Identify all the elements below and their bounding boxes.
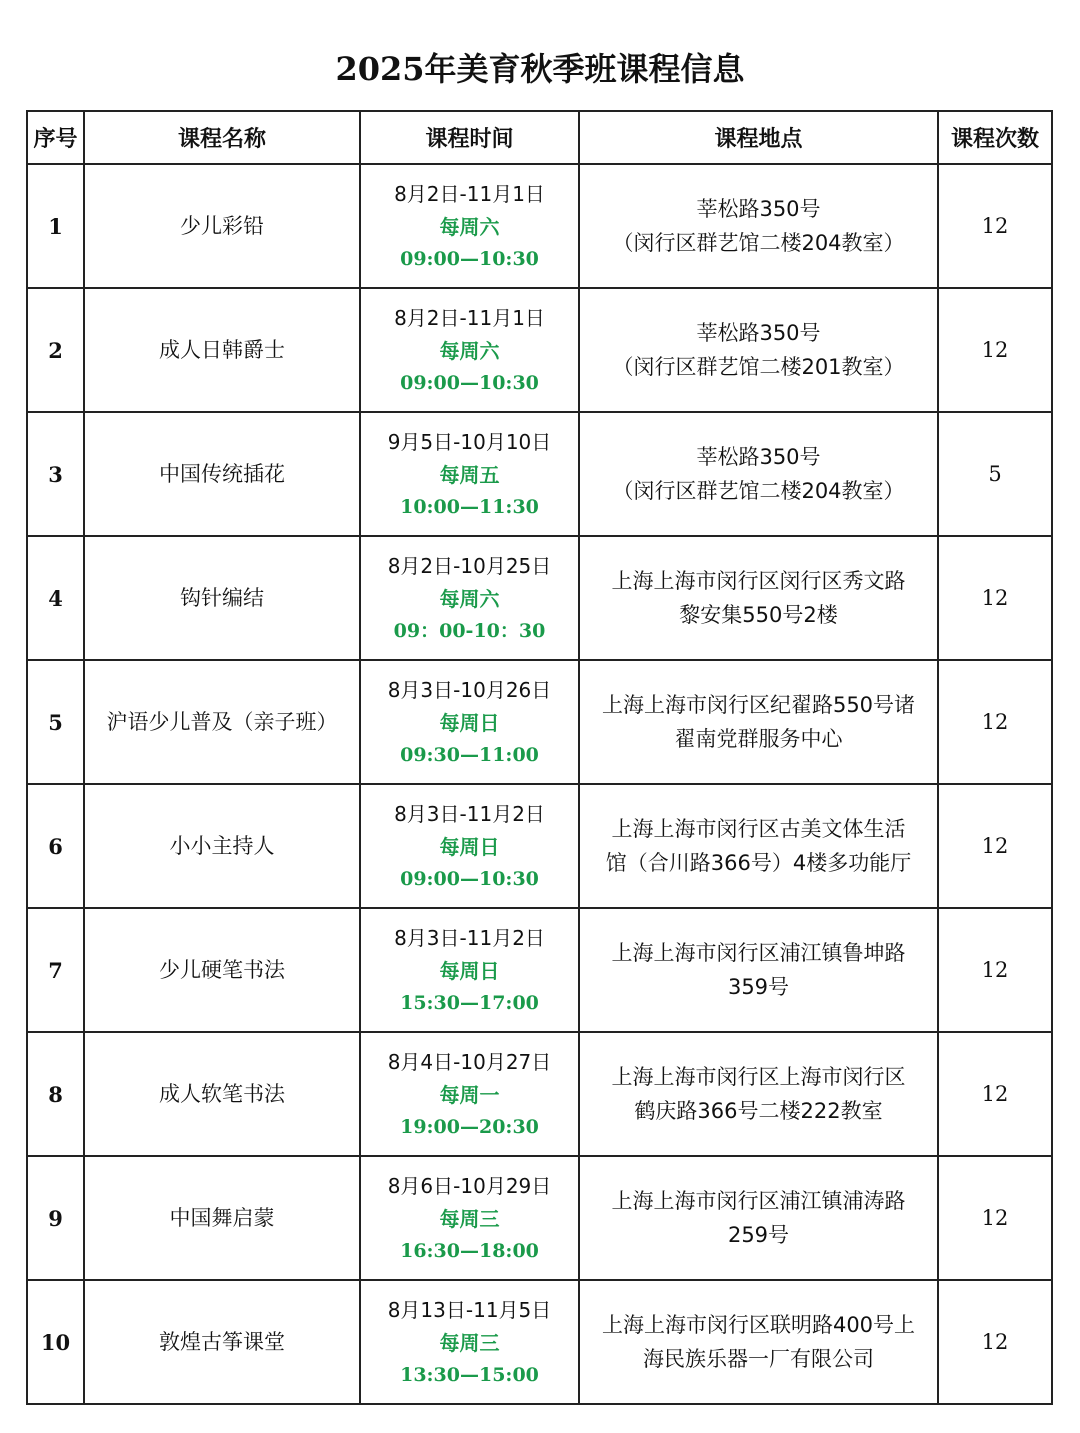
course-time-cell bbox=[360, 1156, 579, 1280]
row-number: 3 bbox=[27, 412, 84, 536]
course-date-range: 9月5日-10月10日 bbox=[387, 429, 552, 454]
location-line: 259号 bbox=[727, 1223, 790, 1247]
course-time-cell bbox=[360, 784, 579, 908]
course-location bbox=[579, 908, 938, 1032]
header-name: 课程名称 bbox=[84, 111, 360, 164]
course-hours: 10:00—11:30 bbox=[400, 495, 539, 518]
course-count: 12 bbox=[938, 784, 1052, 908]
table-row bbox=[27, 288, 1052, 412]
course-name: 少儿彩铅 bbox=[84, 164, 360, 288]
course-name: 钩针编结 bbox=[84, 536, 360, 660]
course-table bbox=[26, 110, 1053, 1405]
location-line: 上海上海市闵行区浦江镇鲁坤路 bbox=[611, 941, 906, 965]
row-number: 9 bbox=[27, 1156, 84, 1280]
course-name: 成人软笔书法 bbox=[84, 1032, 360, 1156]
course-date-range: 8月3日-11月2日 bbox=[394, 801, 545, 826]
course-date-range: 8月2日-11月1日 bbox=[394, 305, 545, 330]
course-hours: 09:00—10:30 bbox=[400, 867, 539, 890]
location-line: 上海上海市闵行区上海市闵行区 bbox=[611, 1065, 906, 1089]
course-hours: 16:30—18:00 bbox=[400, 1239, 539, 1262]
course-count: 12 bbox=[938, 288, 1052, 412]
course-location bbox=[579, 1032, 938, 1156]
course-name: 中国传统插花 bbox=[84, 412, 360, 536]
course-hours: 15:30—17:00 bbox=[400, 991, 539, 1014]
location-line: 黎安集550号2楼 bbox=[679, 603, 838, 627]
course-location bbox=[579, 288, 938, 412]
location-line: 上海上海市闵行区联明路400号上 bbox=[601, 1313, 916, 1337]
course-location bbox=[579, 1156, 938, 1280]
page-title: 2025年美育秋季班课程信息 bbox=[335, 50, 745, 88]
table-row bbox=[27, 1156, 1052, 1280]
header-count: 课程次数 bbox=[938, 111, 1052, 164]
course-date-range: 8月2日-10月25日 bbox=[387, 553, 552, 578]
course-name: 小小主持人 bbox=[84, 784, 360, 908]
course-hours: 09:00—10:30 bbox=[400, 371, 539, 394]
course-count: 12 bbox=[938, 1156, 1052, 1280]
course-location bbox=[579, 784, 938, 908]
course-count: 12 bbox=[938, 536, 1052, 660]
course-name: 中国舞启蒙 bbox=[84, 1156, 360, 1280]
course-time-cell bbox=[360, 412, 579, 536]
course-hours: 13:30—15:00 bbox=[400, 1363, 539, 1386]
row-number: 5 bbox=[27, 660, 84, 784]
header-time: 课程时间 bbox=[360, 111, 579, 164]
course-date-range: 8月3日-11月2日 bbox=[394, 925, 545, 950]
course-weekday: 每周三 bbox=[439, 1330, 500, 1355]
course-time-cell bbox=[360, 1280, 579, 1404]
course-location bbox=[579, 536, 938, 660]
table-row bbox=[27, 412, 1052, 536]
course-weekday: 每周一 bbox=[439, 1082, 500, 1107]
course-count: 12 bbox=[938, 908, 1052, 1032]
table-row bbox=[27, 660, 1052, 784]
course-count: 5 bbox=[938, 412, 1052, 536]
table-row bbox=[27, 784, 1052, 908]
course-hours: 09：00-10：30 bbox=[393, 619, 546, 642]
course-location bbox=[579, 1280, 938, 1404]
location-line: （闵行区群艺馆二楼204教室） bbox=[612, 231, 905, 255]
course-name: 敦煌古筝课堂 bbox=[84, 1280, 360, 1404]
course-location bbox=[579, 412, 938, 536]
course-weekday: 每周六 bbox=[439, 338, 500, 363]
course-count: 12 bbox=[938, 1280, 1052, 1404]
table-body bbox=[27, 164, 1052, 1404]
location-line: 上海上海市闵行区闵行区秀文路 bbox=[611, 569, 906, 593]
course-date-range: 8月13日-11月5日 bbox=[387, 1297, 552, 1322]
course-name: 少儿硬笔书法 bbox=[84, 908, 360, 1032]
location-line: 上海上海市闵行区纪翟路550号诸 bbox=[601, 693, 916, 717]
course-location bbox=[579, 164, 938, 288]
course-time-cell bbox=[360, 288, 579, 412]
course-weekday: 每周六 bbox=[439, 586, 500, 611]
course-count: 12 bbox=[938, 660, 1052, 784]
location-line: 鹤庆路366号二楼222教室 bbox=[634, 1099, 883, 1123]
location-line: 海民族乐器一厂有限公司 bbox=[643, 1347, 874, 1371]
location-line: 馆（合川路366号）4楼多功能厅 bbox=[605, 851, 912, 875]
table-row bbox=[27, 536, 1052, 660]
row-number: 6 bbox=[27, 784, 84, 908]
location-line: （闵行区群艺馆二楼201教室） bbox=[612, 355, 905, 379]
course-time-cell bbox=[360, 1032, 579, 1156]
row-number: 4 bbox=[27, 536, 84, 660]
row-number: 2 bbox=[27, 288, 84, 412]
course-name: 成人日韩爵士 bbox=[84, 288, 360, 412]
course-time-cell bbox=[360, 164, 579, 288]
course-weekday: 每周三 bbox=[439, 1206, 500, 1231]
course-weekday: 每周日 bbox=[439, 710, 500, 735]
location-line: 上海上海市闵行区浦江镇浦涛路 bbox=[611, 1189, 906, 1213]
course-weekday: 每周六 bbox=[439, 214, 500, 239]
header-location: 课程地点 bbox=[579, 111, 938, 164]
course-weekday: 每周日 bbox=[439, 958, 500, 983]
course-time-cell bbox=[360, 660, 579, 784]
row-number: 7 bbox=[27, 908, 84, 1032]
row-number: 8 bbox=[27, 1032, 84, 1156]
table-header-row bbox=[27, 111, 1052, 164]
row-number: 1 bbox=[27, 164, 84, 288]
location-line: （闵行区群艺馆二楼204教室） bbox=[612, 479, 905, 503]
course-date-range: 8月4日-10月27日 bbox=[387, 1049, 552, 1074]
row-number: 10 bbox=[27, 1280, 84, 1404]
header-no: 序号 bbox=[27, 111, 84, 164]
course-location bbox=[579, 660, 938, 784]
course-count: 12 bbox=[938, 164, 1052, 288]
course-weekday: 每周日 bbox=[439, 834, 500, 859]
course-hours: 19:00—20:30 bbox=[400, 1115, 539, 1138]
course-date-range: 8月3日-10月26日 bbox=[387, 677, 552, 702]
location-line: 359号 bbox=[727, 975, 790, 999]
table-row bbox=[27, 164, 1052, 288]
course-name: 沪语少儿普及（亲子班） bbox=[84, 660, 360, 784]
course-date-range: 8月6日-10月29日 bbox=[387, 1173, 552, 1198]
course-weekday: 每周五 bbox=[439, 462, 500, 487]
table-row bbox=[27, 1032, 1052, 1156]
course-date-range: 8月2日-11月1日 bbox=[394, 181, 545, 206]
location-line: 莘松路350号 bbox=[696, 321, 821, 345]
course-hours: 09:30—11:00 bbox=[400, 743, 539, 766]
location-line: 翟南党群服务中心 bbox=[674, 727, 843, 751]
table-row bbox=[27, 908, 1052, 1032]
location-line: 上海上海市闵行区古美文体生活 bbox=[611, 817, 906, 841]
table-row bbox=[27, 1280, 1052, 1404]
location-line: 莘松路350号 bbox=[696, 197, 821, 221]
course-time-cell bbox=[360, 908, 579, 1032]
course-count: 12 bbox=[938, 1032, 1052, 1156]
course-hours: 09:00—10:30 bbox=[400, 247, 539, 270]
location-line: 莘松路350号 bbox=[696, 445, 821, 469]
course-time-cell bbox=[360, 536, 579, 660]
